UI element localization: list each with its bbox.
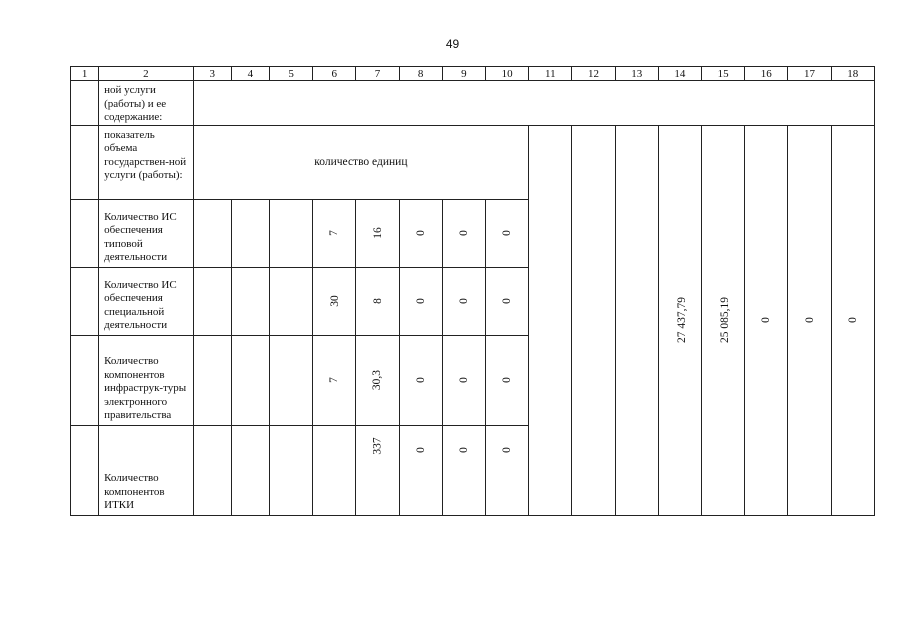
cell-c8: 0 <box>399 267 442 335</box>
column-header: 14 <box>658 67 701 81</box>
column-header: 3 <box>193 67 231 81</box>
column-header: 16 <box>745 67 788 81</box>
page-number: 49 <box>445 37 460 51</box>
cell-c10: 0 <box>485 199 528 267</box>
column-header: 10 <box>485 67 528 81</box>
cell-c7: 16 <box>356 199 399 267</box>
cell-c9: 0 <box>442 199 485 267</box>
row-label: ной услуги (работы) и ее содержание: <box>99 81 193 126</box>
cell-c7: 337 <box>356 425 399 515</box>
row-label: показатель объема государствен-ной услуги (работы): <box>99 125 193 199</box>
data-table <box>70 66 875 516</box>
column-header: 12 <box>572 67 615 81</box>
merged-value-c16: 0 <box>745 125 788 515</box>
cell-c7: 8 <box>356 267 399 335</box>
column-header: 2 <box>99 67 193 81</box>
merged-value-c18: 0 <box>831 125 874 515</box>
cell-c7: 30,3 <box>356 335 399 425</box>
column-header: 18 <box>831 67 874 81</box>
merged-value-c17: 0 <box>788 125 831 515</box>
row-label: Количество компонентов инфраструк-туры электронного правительства <box>99 335 193 425</box>
row-label: Количество ИС обеспечения типовой деятельности <box>99 199 193 267</box>
row-label: Количество ИС обеспечения специальной деятельности <box>99 267 193 335</box>
column-header: 7 <box>356 67 399 81</box>
merged-value-c14: 27 437,79 <box>658 125 701 515</box>
table-row <box>71 81 875 126</box>
cell-c9: 0 <box>442 335 485 425</box>
column-header: 1 <box>71 67 99 81</box>
cell-c9: 0 <box>442 425 485 515</box>
table-row <box>71 125 875 199</box>
column-header: 15 <box>702 67 745 81</box>
row-label: Количество компонентов ИТКИ <box>99 425 193 515</box>
merged-value-c15: 25 085,19 <box>702 125 745 515</box>
cell-c10: 0 <box>485 267 528 335</box>
column-header: 5 <box>269 67 312 81</box>
unit-label: количество единиц <box>193 125 529 199</box>
cell-c8: 0 <box>399 199 442 267</box>
column-header: 6 <box>313 67 356 81</box>
column-number-row <box>71 67 875 81</box>
cell-c8: 0 <box>399 335 442 425</box>
cell-c9: 0 <box>442 267 485 335</box>
column-header: 11 <box>529 67 572 81</box>
column-header: 8 <box>399 67 442 81</box>
cell-c6: 7 <box>313 335 356 425</box>
cell-c6: 7 <box>313 199 356 267</box>
cell-c8: 0 <box>399 425 442 515</box>
cell-c10: 0 <box>485 335 528 425</box>
column-header: 17 <box>788 67 831 81</box>
column-header: 4 <box>231 67 269 81</box>
column-header: 13 <box>615 67 658 81</box>
column-header: 9 <box>442 67 485 81</box>
cell-c10: 0 <box>485 425 528 515</box>
cell-c6: 30 <box>313 267 356 335</box>
